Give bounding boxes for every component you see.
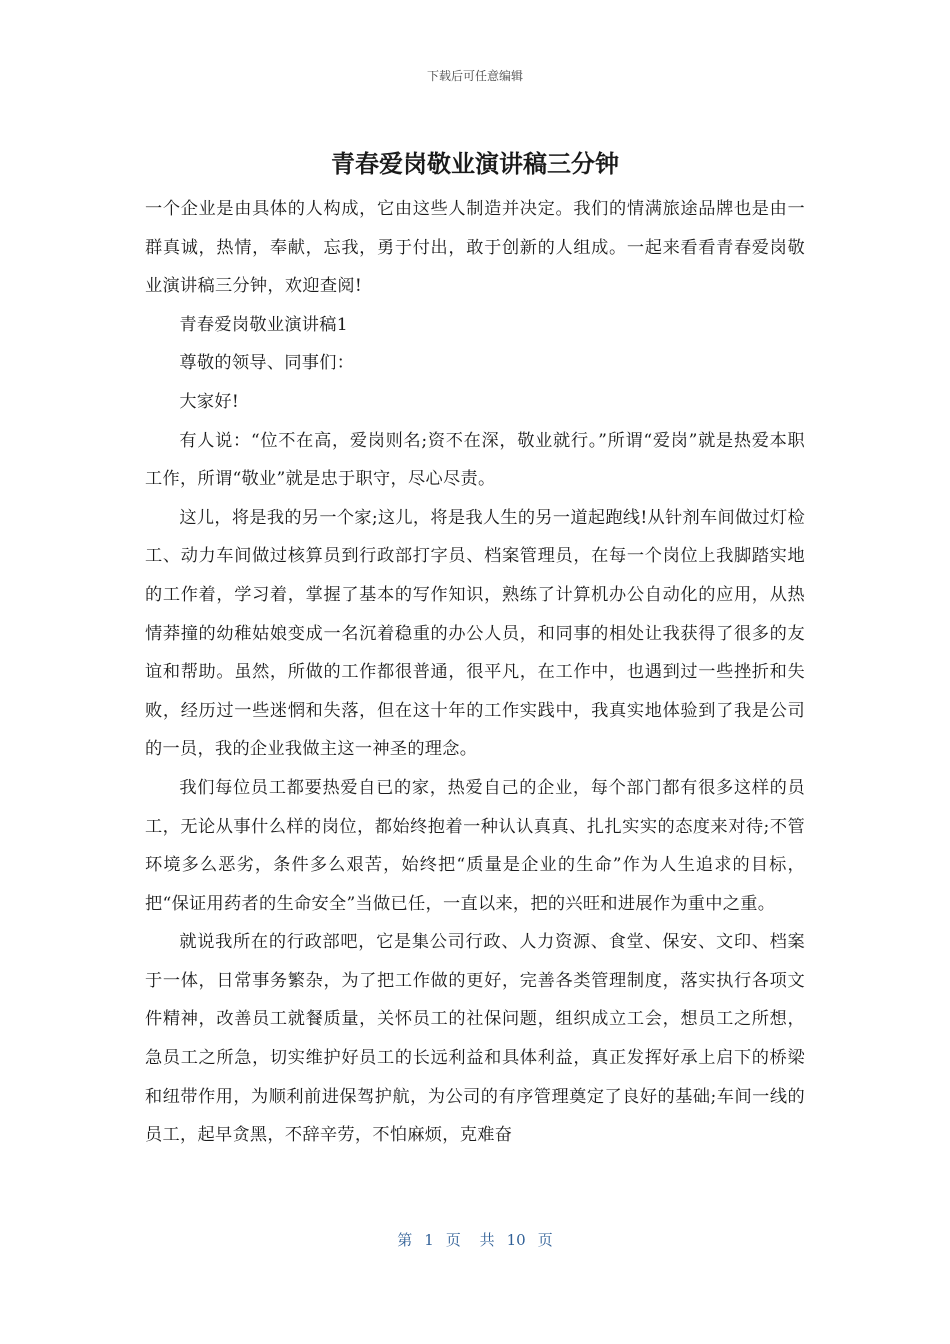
footer-suffix: 页 bbox=[537, 1231, 553, 1249]
paragraph-body: 就说我所在的行政部吧，它是集公司行政、人力资源、食堂、保安、文印、档案于一体，日常事务繁杂，为了把工作做的更好，完善各类管理制度，落实执行各项文件精神，改善员工就餐质量，关怀员工的社保问题，组织成立工会，想员工之所想，急员工之所急，切实维护好员工的长远利益和具体利益，真正发挥好承上启下的桥梁和纽带作用，为顺利前进保驾护航，为公司的有序管理奠定了良好的基础;车间一线的员工，起早贪黑，不辞辛劳，不怕麻烦，克难奋 bbox=[145, 932, 805, 1146]
paragraph-greeting: 大家好! bbox=[179, 391, 240, 412]
footer-current-page: 1 bbox=[424, 1231, 434, 1249]
document-title: 青春爱岗敬业演讲稿三分钟 bbox=[331, 150, 619, 178]
footer-prefix: 第 bbox=[397, 1231, 413, 1249]
paragraph-salutation: 尊敬的领导、同事们： bbox=[179, 353, 355, 374]
paragraph-subtitle: 青春爱岗敬业演讲稿1 bbox=[179, 314, 349, 335]
paragraph-body: 有人说：“位不在高，爱岗则名;资不在深，敬业就行。”所谓“爱岗”就是热爱本职工作，所谓“敬业”就是忠于职守，尽心尽责。 bbox=[145, 430, 805, 490]
header-note: 下载后可任意编辑 bbox=[426, 69, 523, 83]
paragraph-body: 我们每位员工都要热爱自已的家，热爱自己的企业，每个部门都有很多这样的员工，无论从事什么样的岗位，都始终抱着一种认认真真、扎扎实实的态度来对待;不管环境多么恶劣，条件多么艰苦，始终把“质量是企业的生命”作为人生追求的目标，把“保证用药者的生命安全”当做已任，一直以来，把的兴旺和进展作为重中之重。 bbox=[145, 777, 805, 914]
footer-mid: 页 共 bbox=[445, 1231, 495, 1249]
footer-total-pages: 10 bbox=[506, 1231, 526, 1249]
page-footer bbox=[0, 1229, 950, 1250]
paragraph-body: 这儿，将是我的另一个家;这儿，将是我人生的另一道起跑线!从针剂车间做过灯检工、动力车间做过核算员到行政部打字员、档案管理员，在每一个岗位上我脚踏实地的工作着，学习着，掌握了基本的写作知识，熟练了计算机办公自动化的应用，从热情莽撞的幼稚姑娘变成一名沉着稳重的办公人员，和同事的相处让我获得了很多的友谊和帮助。虽然，所做的工作都很普通，很平凡，在工作中，也遇到过一些挫折和失败，经历过一些迷惘和失落，但在这十年的工作实践中，我真实地体验到了我是公司的一员，我的企业我做主这一神圣的理念。 bbox=[145, 507, 805, 760]
paragraph-intro: 一个企业是由具体的人构成，它由这些人制造并决定。我们的情满旅途品牌也是由一群真诚，热情，奉献，忘我，勇于付出，敢于创新的人组成。一起来看看青春爱岗敬业演讲稿三分钟，欢迎查阅! bbox=[145, 199, 805, 297]
document-body bbox=[145, 190, 805, 1155]
